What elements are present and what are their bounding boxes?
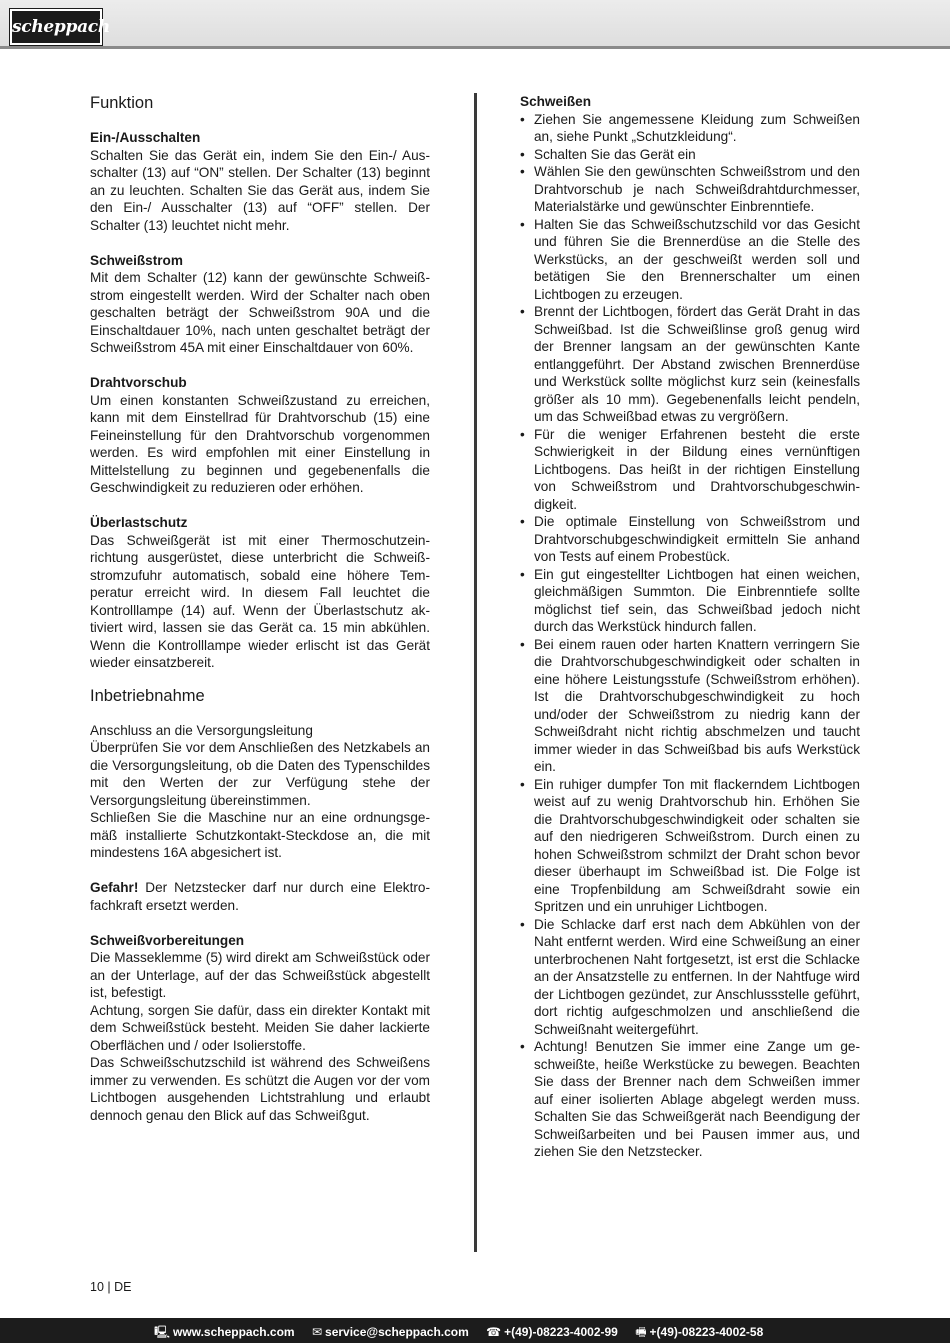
footer-website-text: www.scheppach.com <box>173 1325 295 1339</box>
bullet-text: Halten Sie das Schweißschutzschild vor das Gesicht und führen Sie die Brennerdüse an die Stelle des Werkstücks, an der geschweißt werden soll und betätigen Sie den Brennerschalter um einen Lichtbogen zu erzeugen. <box>534 216 860 302</box>
bullet-marker: • <box>520 304 525 319</box>
bullet-text: Achtung! Benutzen Sie immer eine Zange um geschweißte, heiße Werkstücke zu bewegen. Beachten Sie dass der Brenner nach dem Schweißen immer auf einer isolierten Ablage abgelegt werden muss. Schalten Sie das Schweißgerät nach Beendigung der Schweißarbeiten und bei Pausen immer aus, und ziehen Sie den Netzstecker. <box>534 1039 860 1159</box>
footer-bar <box>0 1318 950 1343</box>
footer-phone-text: +(49)-08223-4002-99 <box>504 1325 618 1339</box>
monitor-icon: 🖳 <box>154 1325 171 1339</box>
footer-email[interactable] <box>312 1325 469 1339</box>
schweissen-bullet-list <box>520 111 860 1161</box>
right-column <box>520 93 860 1161</box>
bullet-marker: • <box>520 164 525 179</box>
header-band <box>0 0 950 46</box>
heading-ein-ausschalten: Ein-/Ausschalten <box>90 130 201 145</box>
section-title-funktion: Funktion <box>90 94 154 112</box>
bullet-text: Die optimale Einstellung von Schweißstrom und Drahtvorschubgeschwindigkeit ermitteln Sie anhand von Tests auf einem Probestück. <box>534 514 860 564</box>
heading-schweissstrom: Schweißstrom <box>90 252 183 268</box>
paragraph-drahtvorschub: Um einen konstanten Schweißzustand zu erreichen, kann mit dem Einstellrad für Drahtvorschub (15) eine Feineinstellung für den Drahtvorschub vorgenommen werden. Es wird empfohlen mit einer Einstellung in Mittelstellung zu beginnen und gegebenenfalls die Geschwindigkeit zu reduzieren oder erhöhen. <box>90 392 430 495</box>
bullet-item <box>520 303 860 426</box>
bullet-item <box>520 776 860 916</box>
heading-anschluss: Anschluss an die Versorgungsleitung <box>90 722 313 738</box>
paragraph-vorbereitung-3: Das Schweißschutzschild ist während des Schweißens immer zu verwenden. Es schützt die Augen vor der vom Lichtbogen ausgehenden Lichtstrahlung und erlaubt dennoch genau den Blick auf das Schweißgut. <box>90 1055 430 1123</box>
bullet-text: Ein ruhiger dumpfer Ton mit flackerndem Lichtbogen weist auf zu wenig Drahtvorschub hin. Erhöhen Sie die Drahtvorschubgeschwindigkeit oder schalten sie auf den niedrigeren Schweißstrom. Durch einen zu hohen Schweißstrom schmilzt der Draht schon bevor dieser überhaupt im Schweißbad ist. Die Folge ist eine Tropfenbildung am Schweißdraht sowie ein Spritzen und ein unruhiger Lichtbogen. <box>534 776 860 914</box>
bullet-text: Wählen Sie den gewünschten Schweißstrom und den Drahtvorschub je nach Schweißdrahtdurchmesser, Materialstärke und gewünschter Einbrenntiefe. <box>534 164 860 214</box>
bullet-marker: • <box>520 111 525 127</box>
bullet-marker: • <box>520 916 525 932</box>
bullet-item <box>520 566 860 636</box>
footer-phone <box>486 1325 618 1339</box>
envelope-icon: ✉ <box>311 1325 323 1339</box>
bullet-item <box>520 216 860 304</box>
bullet-marker: • <box>520 636 525 652</box>
bullet-marker: • <box>520 146 525 162</box>
bullet-marker: • <box>520 1039 525 1054</box>
bullet-item <box>520 163 860 216</box>
bullet-text: Die Schlacke darf erst nach dem Abkühlen von der Naht entfernt werden. Wird eine Schweißung an einer unterbrochenen Naht fortgesetzt, ist erst die Schlacke an der Ansatzstelle zu entfernen. In der Nahtfuge wird der Lichtbogen gezündet, zur Anschlussstelle geführt, dort richtig aufgeschmolzen und anschließend die Schweißnaht weitergeführt. <box>534 916 860 1037</box>
bullet-item <box>520 916 860 1039</box>
bullet-item <box>520 1038 860 1161</box>
bullet-text: Bei einem rauen oder harten Knattern verringern Sie die Drahtvorschubgeschwindigkeit oder schalten in eine höhere Leistungsstufe (Schweißstrom erhöhen). Ist die Drahtvorschubgeschwindigkeit zu hoch und/oder der Schweißstrom zu niedrig kann der Schweißdraht nicht richtig abschmelzen und taucht immer wieder in das Schweißbad bis aufs Werkstück ein. <box>534 636 860 774</box>
bullet-marker: • <box>520 514 525 529</box>
footer-fax-text: +(49)-08223-4002-58 <box>649 1325 764 1339</box>
scheppach-logo: scheppach <box>10 9 102 45</box>
paragraph-ein-ausschalten: Schalten Sie das Gerät ein, indem Sie den Ein-/ Ausschalter (13) auf “ON” stellen. Der Schalter (13) beginnt an zu leuchten. Schalten Sie das Gerät aus, indem Sie den Ein-/ Ausschalter (13) auf “OFF” stellen. Der Schalter (13) leuchtet nicht mehr. <box>90 147 430 233</box>
bullet-text: Ein gut eingestellter Lichtbogen hat einen weichen, gleichmäßigen Summton. Die Einbrenntiefe sollte möglichst tief sein, das Schweißbad jedoch nicht durch das Werkstück hindurch fallen. <box>534 566 860 634</box>
paragraph-schweissstrom: Mit dem Schalter (12) kann der gewünschte Schweißstrom eingestellt werden. Wird der Schalter nach oben geschalten beträgt der Schweißstrom 90A und die Einschaltdauer 10%, nach unten geschaltet beträgt der Schweißstrom 45A mit einer Einschaltdauer von 60%. <box>90 270 430 355</box>
heading-ueberlastschutz: Überlastschutz <box>90 515 188 530</box>
gefahr-text: Der Netzstecker darf nur durch eine Elektrofachkraft ersetzt werden. <box>90 880 430 913</box>
bullet-text: Ziehen Sie angemessene Kleidung zum Schweißen an, siehe Punkt „Schutzkleidung“. <box>534 111 860 144</box>
paragraph-vorbereitung-1: Die Masseklemme (5) wird direkt am Schweißstück oder an der Unterlage, auf der das Schweißstück abgestellt ist, befestigt. <box>90 950 430 1000</box>
column-divider <box>474 93 477 1252</box>
bullet-marker: • <box>520 566 525 582</box>
footer-contact <box>154 1323 777 1344</box>
bullet-text: Schalten Sie das Gerät ein <box>534 146 696 162</box>
bullet-item <box>520 111 860 146</box>
bullet-text: Für die weniger Erfahrenen besteht die erste Schwierigkeit in der Bildung eines vernünftigen Lichtbogens. Das heißt in der richtigen Einstellung von Schweißstrom und Drahtvorschubgeschwindigkeit. <box>534 426 860 512</box>
gefahr-label: Gefahr! <box>90 880 139 895</box>
phone-icon: ☎ <box>486 1325 502 1339</box>
bullet-text: Brennt der Lichtbogen, fördert das Gerät Draht in das Schweißbad. Ist die Schweißlinse groß genug wird der Brenner langsam an der gewünschten Kante entlanggeführt. Der Abstand zwischen Brennerdüse und Werkstück sollte möglichst kurz sein (keinesfalls größer als 10 mm). Gegebenenfalls leicht pendeln, um das Schweißbad etwas zu vergrößern. <box>534 304 860 424</box>
bullet-marker: • <box>520 216 525 232</box>
paragraph-anschluss-1: Überprüfen Sie vor dem Anschließen des Netzkabels an die Versorgungsleitung, ob die Daten des Typenschildes mit den Werten der zur Verfügung stehe der Versorgungsleitung übereinstimmen. <box>90 740 430 808</box>
heading-schweissvorbereitungen: Schweißvorbereitungen <box>90 932 245 948</box>
heading-schweissen: Schweißen <box>520 94 592 109</box>
bullet-item <box>520 636 860 776</box>
bullet-item <box>520 513 860 566</box>
footer-website[interactable] <box>154 1325 295 1339</box>
paragraph-gefahr <box>90 879 430 914</box>
bullet-item <box>520 146 860 164</box>
header-divider <box>0 46 950 49</box>
heading-drahtvorschub: Drahtvorschub <box>90 375 187 390</box>
paragraph-vorbereitung-2: Achtung, sorgen Sie dafür, dass ein direkter Kontakt mit dem Schweißstück besteht. Meiden Sie daher lackierte Oberflächen und / oder Isolierstoffe. <box>90 1002 430 1053</box>
fax-icon: 🖷 <box>635 1325 647 1339</box>
paragraph-anschluss-2: Schließen Sie die Maschine nur an eine ordnungsgemäß installierte Schutzkontakt-Steckdose an, die mit mindestens 16A abgesichert ist. <box>90 810 430 860</box>
section-title-inbetriebnahme: Inbetriebnahme <box>90 686 205 705</box>
footer-email-text: service@scheppach.com <box>325 1325 469 1339</box>
left-column <box>90 93 430 1124</box>
bullet-marker: • <box>520 426 525 442</box>
page-number: 10 | DE <box>90 1280 132 1294</box>
paragraph-ueberlastschutz: Das Schweißgerät ist mit einer Thermoschutzeinrichtung ausgerüstet, diese unterbricht die Schweißstromzufuhr automatisch, sobald eine höhere Temperatur erreicht wird. In diesem Fall leuchtet die Kontrolllampe (14) auf. Wenn der Überlastschutz aktiviert wird, lassen sie das Gerät ca. 15 min abkühlen. Wenn die Kontrolllampe wieder erlischt ist das Gerät wieder einsatzbereit. <box>90 532 430 670</box>
footer-fax <box>635 1325 763 1339</box>
bullet-marker: • <box>520 776 525 792</box>
bullet-item <box>520 426 860 514</box>
